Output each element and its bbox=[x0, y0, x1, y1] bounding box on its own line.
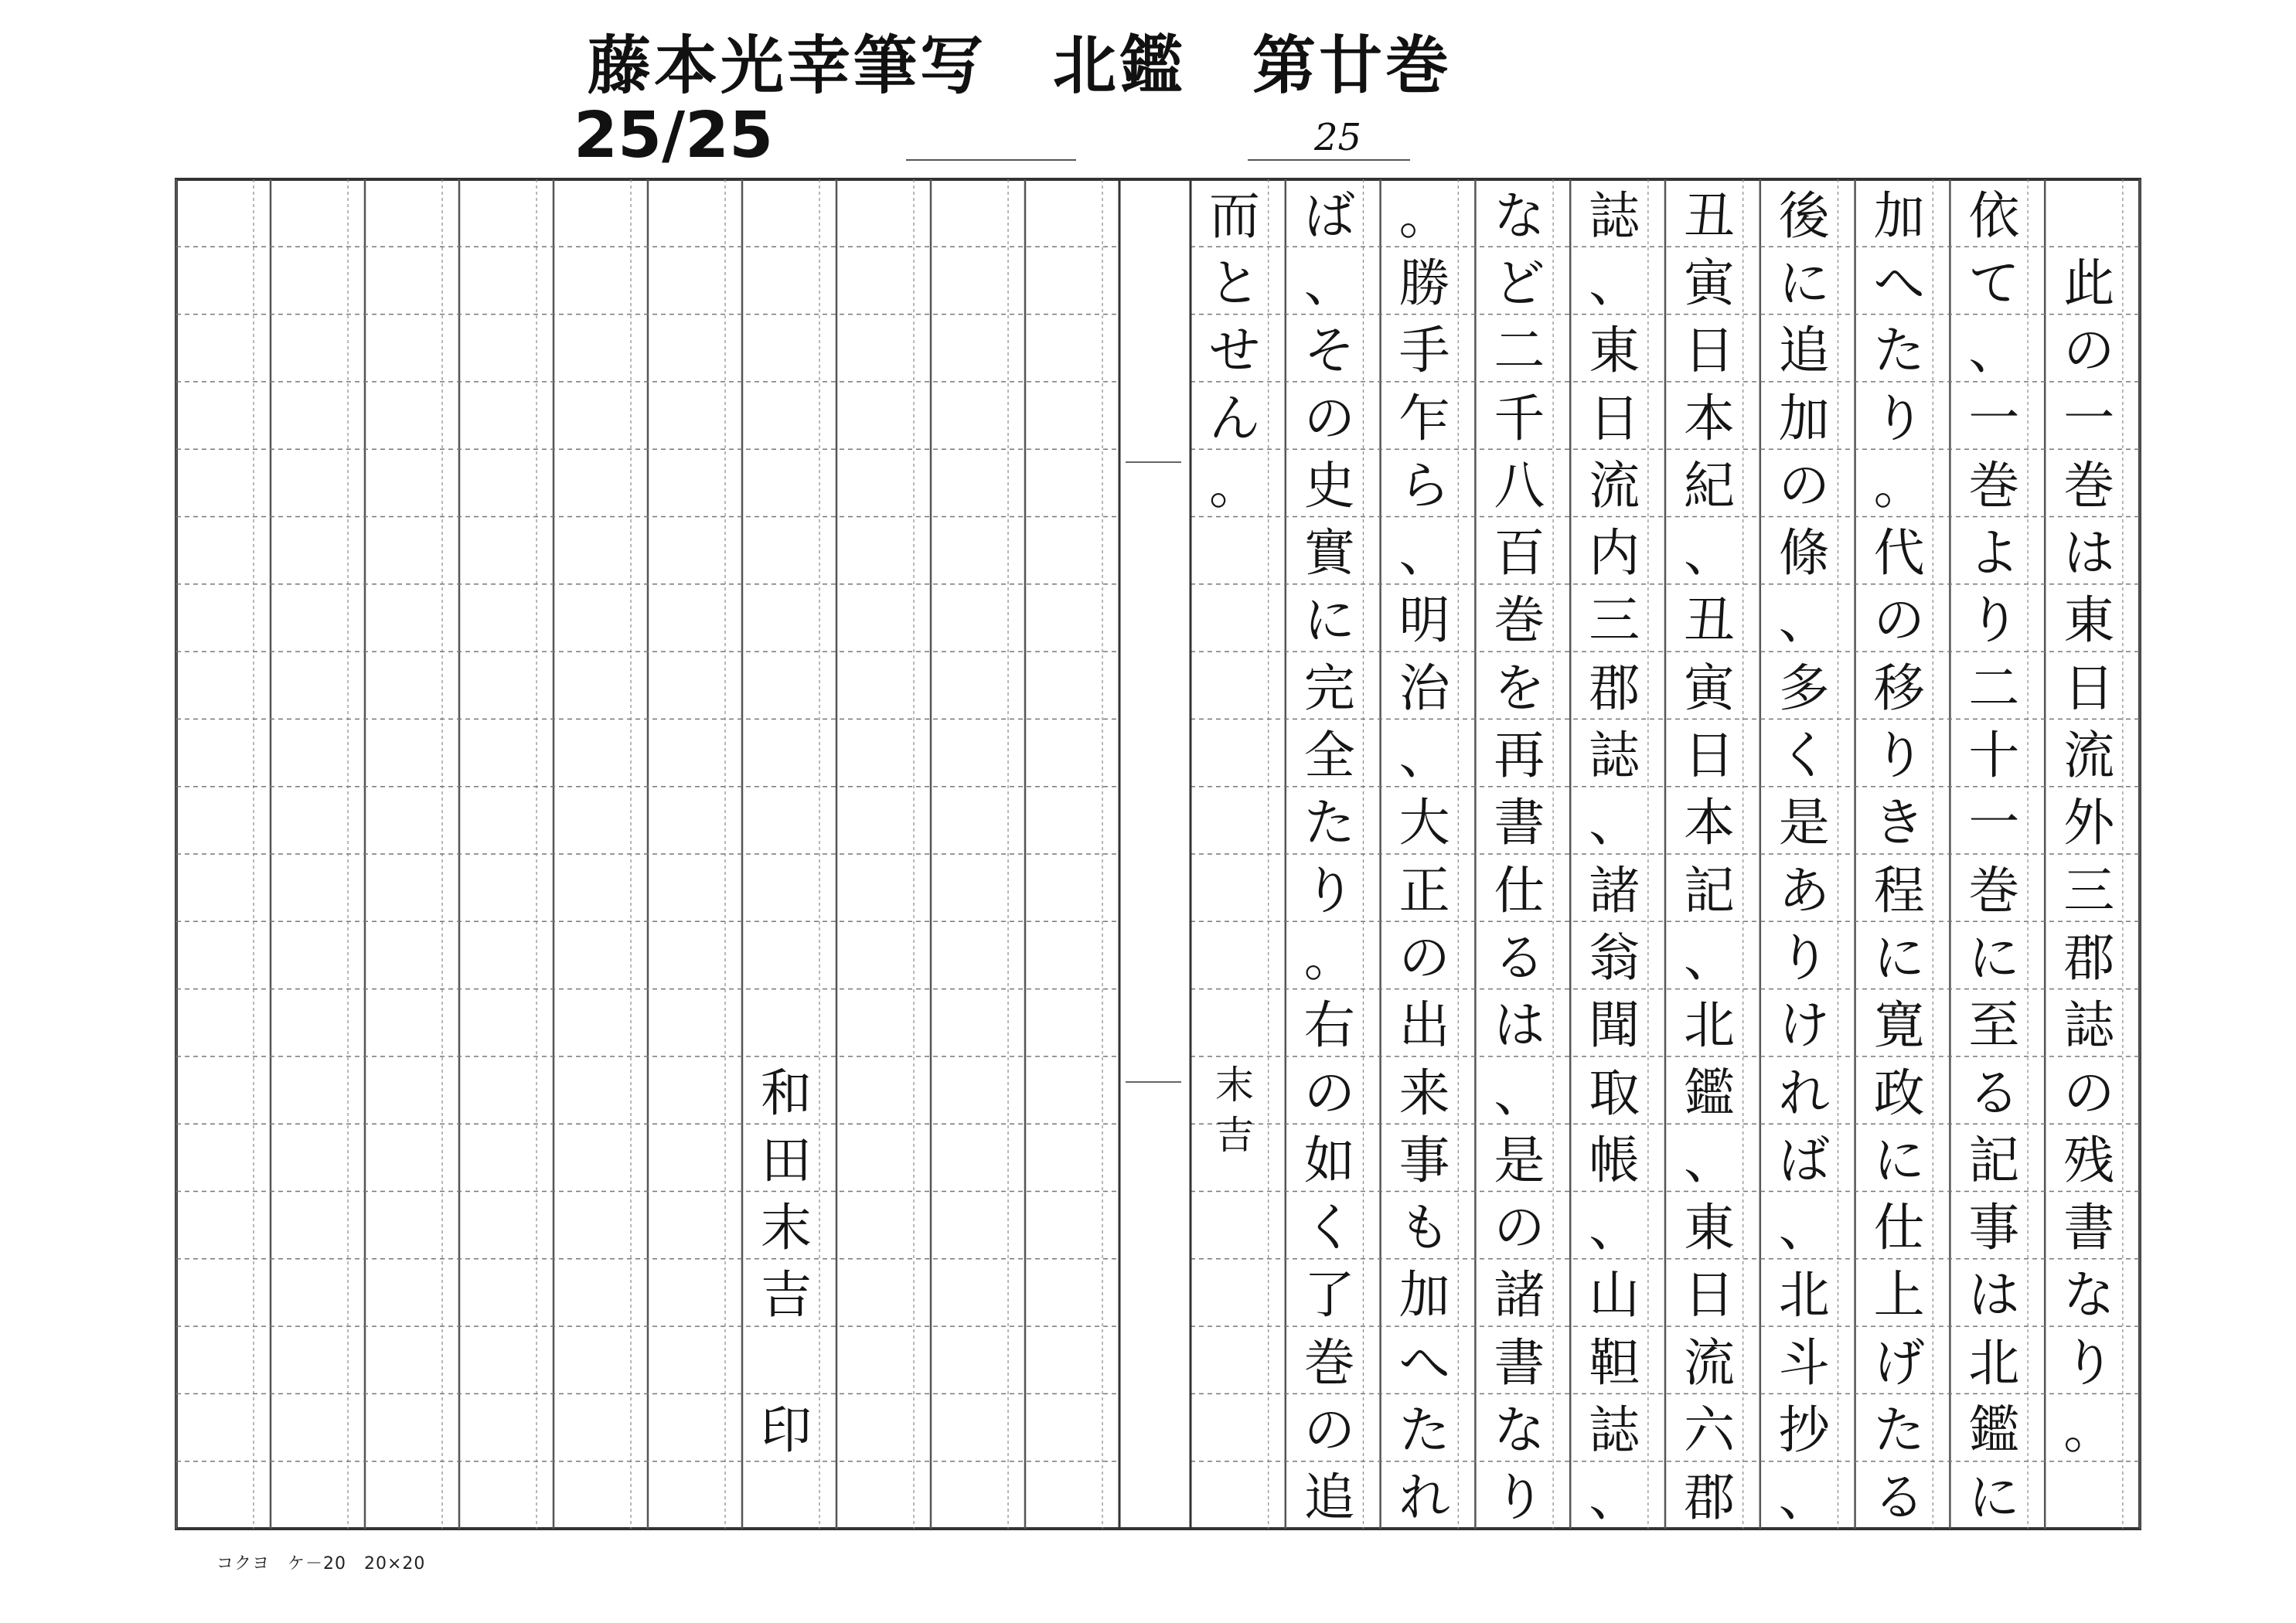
manuscript-character: 史 bbox=[1303, 455, 1355, 515]
manuscript-character: 残 bbox=[2063, 1130, 2115, 1190]
manuscript-character: の bbox=[1494, 1198, 1545, 1258]
manuscript-character: 鑑 bbox=[1968, 1400, 2020, 1460]
manuscript-character: 本 bbox=[1684, 793, 1735, 853]
manuscript-character: 事 bbox=[1968, 1198, 2020, 1258]
manuscript-character: 千 bbox=[1494, 388, 1545, 448]
manuscript-character: 、 bbox=[1684, 927, 1735, 988]
manuscript-character: 實 bbox=[1303, 523, 1355, 584]
document-title: 藤本光幸筆写 北鑑 第廿巻 bbox=[588, 29, 1453, 103]
manuscript-character: の bbox=[1873, 590, 1925, 651]
manuscript-character: 書 bbox=[2063, 1198, 2115, 1258]
manuscript-character: 記 bbox=[1968, 1130, 2020, 1190]
manuscript-character: 日 bbox=[1589, 388, 1640, 448]
manuscript-character: り bbox=[1968, 590, 2020, 651]
manuscript-character: 流 bbox=[2063, 726, 2115, 786]
signature-character: 末 bbox=[761, 1198, 812, 1258]
manuscript-character: 八 bbox=[1494, 455, 1545, 515]
manuscript-character: 丑 bbox=[1684, 185, 1735, 246]
manuscript-character: 丑 bbox=[1684, 590, 1735, 651]
footer-paper-label: コクヨ ケ－20 20×20 bbox=[216, 1554, 426, 1574]
text-column bbox=[1477, 182, 1562, 1532]
manuscript-character: り bbox=[1303, 860, 1355, 920]
manuscript-character: 翁 bbox=[1589, 927, 1640, 988]
manuscript-character: て bbox=[1968, 253, 2020, 313]
manuscript-character: 外 bbox=[2063, 793, 2115, 853]
manuscript-character: 勝 bbox=[1398, 253, 1450, 313]
manuscript-character: 靼 bbox=[1589, 1332, 1640, 1393]
manuscript-character: 百 bbox=[1494, 523, 1545, 584]
manuscript-character: 程 bbox=[1873, 860, 1925, 920]
manuscript-character: 政 bbox=[1873, 1063, 1925, 1123]
manuscript-character: 仕 bbox=[1494, 860, 1545, 920]
manuscript-character: 鑑 bbox=[1684, 1063, 1735, 1123]
manuscript-character: 寅 bbox=[1684, 658, 1735, 718]
manuscript-character: 日 bbox=[1684, 726, 1735, 786]
manuscript-character: は bbox=[2063, 523, 2115, 584]
signature-character: 吉 bbox=[761, 1265, 812, 1325]
manuscript-character: 上 bbox=[1873, 1265, 1925, 1325]
manuscript-character: 六 bbox=[1684, 1400, 1735, 1460]
manuscript-character: 巻 bbox=[2063, 455, 2115, 515]
text-column-note bbox=[1192, 1060, 1277, 1161]
manuscript-character: 、 bbox=[1589, 253, 1640, 313]
manuscript-character: 如 bbox=[1303, 1130, 1355, 1190]
manuscript-character: 東 bbox=[2063, 590, 2115, 651]
manuscript-character: 正 bbox=[1398, 860, 1450, 920]
manuscript-character: の bbox=[1303, 1063, 1355, 1123]
manuscript-character: 。 bbox=[1873, 455, 1925, 515]
manuscript-character: 再 bbox=[1494, 726, 1545, 786]
manuscript-character: り bbox=[1494, 1468, 1545, 1528]
manuscript-character: 右 bbox=[1303, 995, 1355, 1056]
manuscript-character: 追 bbox=[1303, 1468, 1355, 1528]
manuscript-character: 取 bbox=[1589, 1063, 1640, 1123]
manuscript-character: り bbox=[1778, 927, 1830, 988]
manuscript-character: 移 bbox=[1873, 658, 1925, 718]
text-column bbox=[2046, 250, 2131, 1464]
manuscript-character: に bbox=[1873, 1130, 1925, 1190]
manuscript-character: せ bbox=[1209, 321, 1260, 381]
manuscript-character: 末 bbox=[1215, 1062, 1254, 1108]
manuscript-character: 仕 bbox=[1873, 1198, 1925, 1258]
page-indicator: 25/25 bbox=[574, 99, 774, 172]
manuscript-character: 日 bbox=[2063, 658, 2115, 718]
manuscript-character: 事 bbox=[1398, 1130, 1450, 1190]
manuscript-character: 諸 bbox=[1589, 860, 1640, 920]
manuscript-character: あ bbox=[1778, 860, 1830, 920]
manuscript-character: な bbox=[2063, 1265, 2115, 1325]
manuscript-character: な bbox=[1494, 1400, 1545, 1460]
manuscript-character: 追 bbox=[1778, 321, 1830, 381]
manuscript-character: 郡 bbox=[1589, 658, 1640, 718]
manuscript-character: の bbox=[1398, 927, 1450, 988]
manuscript-character: た bbox=[1873, 321, 1925, 381]
manuscript-character: の bbox=[1778, 455, 1830, 515]
manuscript-character: も bbox=[1398, 1198, 1450, 1258]
manuscript-character: 郡 bbox=[1684, 1468, 1735, 1528]
manuscript-character: れ bbox=[1778, 1063, 1830, 1123]
manuscript-character: 郡 bbox=[2063, 927, 2115, 988]
manuscript-character: 、 bbox=[1589, 1468, 1640, 1528]
manuscript-character: 乍 bbox=[1398, 388, 1450, 448]
manuscript-character: 北 bbox=[1684, 995, 1735, 1056]
manuscript-character: た bbox=[1303, 793, 1355, 853]
manuscript-character: 加 bbox=[1778, 388, 1830, 448]
manuscript-character: げ bbox=[1873, 1332, 1925, 1393]
manuscript-character: 加 bbox=[1398, 1265, 1450, 1325]
manuscript-character: 、 bbox=[1589, 1198, 1640, 1258]
manuscript-character: ば bbox=[1778, 1130, 1830, 1190]
manuscript-character: へ bbox=[1873, 253, 1925, 313]
manuscript-character: 明 bbox=[1398, 590, 1450, 651]
text-column bbox=[1192, 182, 1277, 519]
manuscript-character: ば bbox=[1303, 185, 1355, 246]
manuscript-character: 諸 bbox=[1494, 1265, 1545, 1325]
manuscript-character: 北 bbox=[1778, 1265, 1830, 1325]
manuscript-character: 一 bbox=[1968, 793, 2020, 853]
manuscript-character: に bbox=[1303, 590, 1355, 651]
manuscript-character: 二 bbox=[1494, 321, 1545, 381]
manuscript-character: 此 bbox=[2063, 253, 2115, 313]
manuscript-character: 書 bbox=[1494, 793, 1545, 853]
manuscript-character: 誌 bbox=[1589, 185, 1640, 246]
manuscript-character: 依 bbox=[1968, 185, 2020, 246]
manuscript-character: は bbox=[1494, 995, 1545, 1056]
manuscript-character: 日 bbox=[1684, 1265, 1735, 1325]
manuscript-character: 東 bbox=[1589, 321, 1640, 381]
manuscript-character: 巻 bbox=[1494, 590, 1545, 651]
manuscript-character: 、 bbox=[1968, 321, 2020, 381]
manuscript-character: 誌 bbox=[2063, 995, 2115, 1056]
manuscript-character: 、 bbox=[1589, 793, 1640, 853]
manuscript-character: る bbox=[1873, 1468, 1925, 1528]
manuscript-character: る bbox=[1968, 1063, 2020, 1123]
manuscript-character: け bbox=[1778, 995, 1830, 1056]
manuscript-character: 日 bbox=[1684, 321, 1735, 381]
manuscript-character: 而 bbox=[1209, 185, 1260, 246]
manuscript-character: 大 bbox=[1398, 793, 1450, 853]
text-column bbox=[1572, 182, 1657, 1532]
text-column bbox=[1382, 182, 1467, 1532]
handwritten-page-number: 25 bbox=[1314, 116, 1362, 159]
manuscript-character: 治 bbox=[1398, 658, 1450, 718]
manuscript-character: 東 bbox=[1684, 1198, 1735, 1258]
manuscript-character: 是 bbox=[1494, 1130, 1545, 1190]
manuscript-character: 、 bbox=[1398, 523, 1450, 584]
text-column bbox=[1951, 182, 2036, 1532]
manuscript-character: ら bbox=[1398, 455, 1450, 515]
manuscript-character: を bbox=[1494, 658, 1545, 718]
manuscript-character: 書 bbox=[1494, 1332, 1545, 1393]
manuscript-character: り bbox=[1873, 726, 1925, 786]
signature-character: 田 bbox=[761, 1130, 812, 1190]
manuscript-character: れ bbox=[1398, 1468, 1450, 1528]
manuscript-character: 。 bbox=[1398, 185, 1450, 246]
manuscript-character: そ bbox=[1303, 321, 1355, 381]
manuscript-character: 抄 bbox=[1778, 1400, 1830, 1460]
manuscript-character: 寛 bbox=[1873, 995, 1925, 1056]
text-column bbox=[1667, 182, 1752, 1532]
manuscript-character: の bbox=[2063, 321, 2115, 381]
manuscript-character: 多 bbox=[1778, 658, 1830, 718]
manuscript-character: 後 bbox=[1778, 185, 1830, 246]
manuscript-character: 、 bbox=[1778, 1198, 1830, 1258]
manuscript-character: 、 bbox=[1778, 590, 1830, 651]
manuscript-character: 是 bbox=[1778, 793, 1830, 853]
manuscript-character: 、 bbox=[1398, 726, 1450, 786]
manuscript-character: 流 bbox=[1684, 1332, 1735, 1393]
manuscript-character: に bbox=[1778, 253, 1830, 313]
signature-character: 和 bbox=[761, 1063, 812, 1123]
manuscript-character: 吉 bbox=[1215, 1113, 1254, 1159]
manuscript-character: 、 bbox=[1684, 1130, 1735, 1190]
manuscript-character: と bbox=[1209, 253, 1260, 313]
manuscript-character: 手 bbox=[1398, 321, 1450, 381]
manuscript-character: 寅 bbox=[1684, 253, 1735, 313]
manuscript-character: た bbox=[1398, 1400, 1450, 1460]
manuscript-character: の bbox=[2063, 1063, 2115, 1123]
manuscript-character: に bbox=[1968, 927, 2020, 988]
manuscript-character: 斗 bbox=[1778, 1332, 1830, 1393]
manuscript-character: は bbox=[1968, 1265, 2020, 1325]
manuscript-character: 三 bbox=[2063, 860, 2115, 920]
manuscript-character: 十 bbox=[1968, 726, 2020, 786]
manuscript-character: 誌 bbox=[1589, 726, 1640, 786]
manuscript-character: へ bbox=[1398, 1332, 1450, 1393]
manuscript-character: 内 bbox=[1589, 523, 1640, 584]
manuscript-character: 聞 bbox=[1589, 995, 1640, 1056]
manuscript-character: 全 bbox=[1303, 726, 1355, 786]
signature bbox=[744, 1060, 829, 1465]
text-column bbox=[1857, 182, 1942, 1532]
manuscript-character: 巻 bbox=[1968, 455, 2020, 515]
manuscript-character: る bbox=[1494, 927, 1545, 988]
manuscript-character: き bbox=[1873, 793, 1925, 853]
manuscript-character: 一 bbox=[2063, 388, 2115, 448]
manuscript-character: 紀 bbox=[1684, 455, 1735, 515]
manuscript-character: 。 bbox=[2063, 1400, 2115, 1460]
manuscript-character: 、 bbox=[1778, 1468, 1830, 1528]
manuscript-character: 流 bbox=[1589, 455, 1640, 515]
manuscript-character: に bbox=[1968, 1468, 2020, 1528]
manuscript-character: 山 bbox=[1589, 1265, 1640, 1325]
manuscript-character: な bbox=[1494, 185, 1545, 246]
manuscript-character: ど bbox=[1494, 253, 1545, 313]
manuscript-character: 完 bbox=[1303, 658, 1355, 718]
manuscript-character: 加 bbox=[1873, 185, 1925, 246]
manuscript-character: り bbox=[2063, 1332, 2115, 1393]
seal-mark: 印 bbox=[761, 1400, 812, 1461]
manuscript-character: 、 bbox=[1494, 1063, 1545, 1123]
manuscript-character: た bbox=[1873, 1400, 1925, 1460]
manuscript-character: く bbox=[1303, 1198, 1355, 1258]
manuscript-character: 代 bbox=[1873, 523, 1925, 584]
manuscript-character: の bbox=[1303, 1400, 1355, 1460]
manuscript-character: 出 bbox=[1398, 995, 1450, 1056]
text-column bbox=[1762, 182, 1847, 1532]
manuscript-character: に bbox=[1873, 927, 1925, 988]
manuscript-character: 巻 bbox=[1303, 1332, 1355, 1393]
manuscript-character: 三 bbox=[1589, 590, 1640, 651]
manuscript-character: 、 bbox=[1684, 523, 1735, 584]
manuscript-character: 、 bbox=[1303, 253, 1355, 313]
manuscript-character: 来 bbox=[1398, 1063, 1450, 1123]
manuscript-character: く bbox=[1778, 726, 1830, 786]
manuscript-character: 巻 bbox=[1968, 860, 2020, 920]
manuscript-character: 一 bbox=[1968, 388, 2020, 448]
text-column bbox=[1287, 182, 1372, 1532]
manuscript-character: 至 bbox=[1968, 995, 2020, 1056]
manuscript-character: 二 bbox=[1968, 658, 2020, 718]
manuscript-character: ん bbox=[1209, 388, 1260, 448]
manuscript-character: 誌 bbox=[1589, 1400, 1640, 1460]
manuscript-character: 。 bbox=[1209, 455, 1260, 515]
manuscript-character: 北 bbox=[1968, 1332, 2020, 1393]
manuscript-character: 記 bbox=[1684, 860, 1735, 920]
manuscript-character: 了 bbox=[1303, 1265, 1355, 1325]
manuscript-character: 帳 bbox=[1589, 1130, 1640, 1190]
manuscript-character: 本 bbox=[1684, 388, 1735, 448]
manuscript-character: 。 bbox=[1303, 927, 1355, 988]
manuscript-character: の bbox=[1303, 388, 1355, 448]
signature-gap bbox=[749, 1329, 823, 1397]
manuscript-character: り bbox=[1873, 388, 1925, 448]
manuscript-character: 條 bbox=[1778, 523, 1830, 584]
manuscript-character: よ bbox=[1968, 523, 2020, 584]
